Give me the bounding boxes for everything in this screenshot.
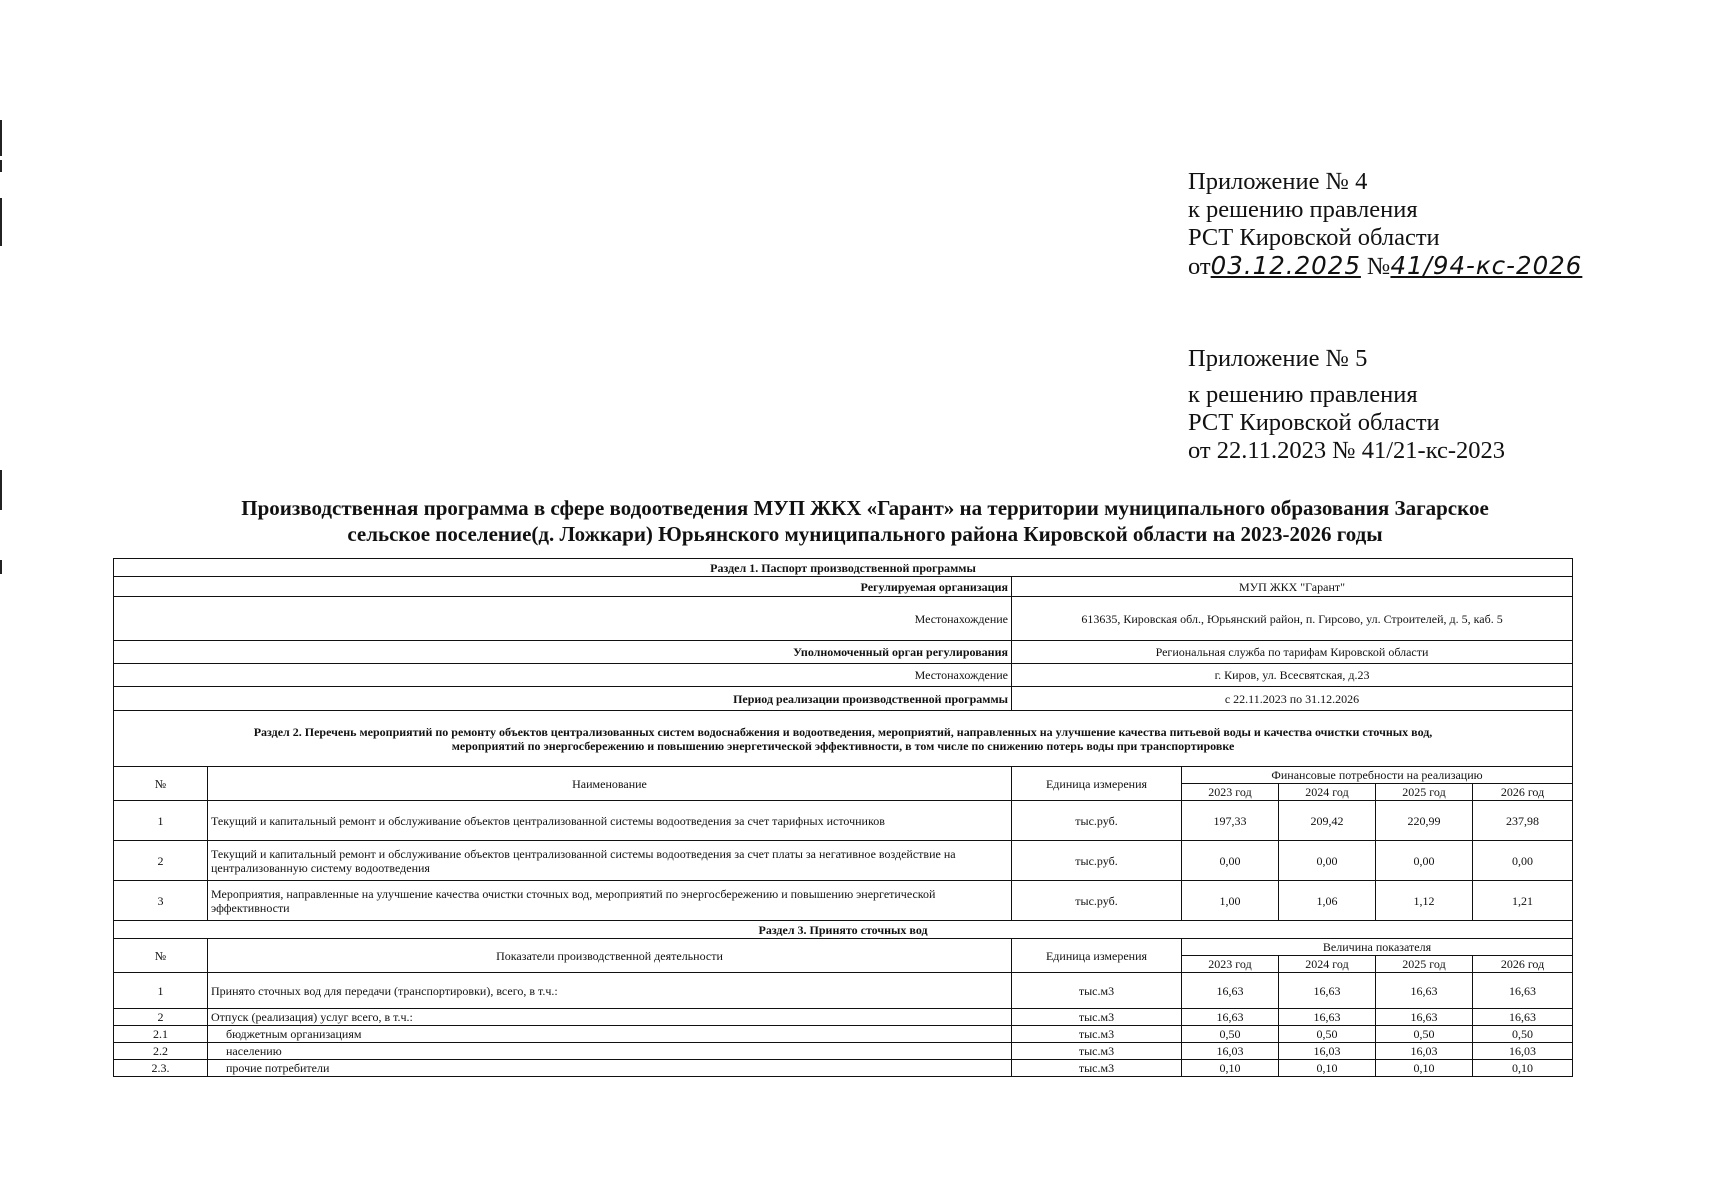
row-value: 16,63 [1376, 1009, 1473, 1026]
row-value: 16,63 [1473, 1009, 1573, 1026]
row-number: 2 [114, 1009, 208, 1026]
row-value: 1,21 [1473, 881, 1573, 921]
passport-value: г. Киров, ул. Всесвятская, д.23 [1012, 664, 1573, 687]
row-name: Отпуск (реализация) услуг всего, в т.ч.: [208, 1009, 1012, 1026]
passport-row [114, 664, 1573, 687]
row-unit: тыс.м3 [1012, 1009, 1182, 1026]
column-header-indicator-value: Величина показателя [1182, 939, 1573, 956]
scan-edge-mark [0, 120, 2, 156]
row-name: населению [208, 1043, 1012, 1060]
year-header: 2023 год [1182, 784, 1279, 801]
row-value: 197,33 [1182, 801, 1279, 841]
appendix-4-date-line [1188, 252, 1582, 281]
row-name: Мероприятия, направленные на улучшение качества очистки сточных вод, мероприятий по энергосбережению и повышению энергетической эффективности [208, 881, 1012, 921]
passport-row [114, 597, 1573, 641]
row-value: 16,63 [1182, 1009, 1279, 1026]
year-header: 2023 год [1182, 956, 1279, 973]
passport-value: МУП ЖКХ "Гарант" [1012, 577, 1573, 597]
row-value: 16,63 [1376, 973, 1473, 1009]
row-value: 209,42 [1279, 801, 1376, 841]
row-number: 1 [114, 801, 208, 841]
section-2-heading-line1: Раздел 2. Перечень мероприятий по ремонту объектов централизованных систем водоснабжения и водоотведения, мероприятий, направленных на улучшение качества питьевой воды и качества очистки сточных вод, [253, 724, 1433, 739]
appendix-5-title: Приложение № 5 [1188, 345, 1368, 372]
year-header: 2024 год [1279, 956, 1376, 973]
program-table [113, 558, 1573, 1077]
section-1-heading: Раздел 1. Паспорт производственной программы [114, 559, 1573, 577]
table-row [114, 1060, 1573, 1077]
row-value: 16,63 [1279, 973, 1376, 1009]
row-name: прочие потребители [208, 1060, 1012, 1077]
section-2-heading-line2: мероприятий по энергосбережению и повышению энергетической эффективности, в том числе по снижению потерь воды при транспортировке [451, 738, 1235, 753]
document-title [110, 495, 1620, 547]
year-header: 2026 год [1473, 784, 1573, 801]
row-value: 0,50 [1376, 1026, 1473, 1043]
row-value: 1,00 [1182, 881, 1279, 921]
row-value: 0,00 [1279, 841, 1376, 881]
table-row [114, 841, 1573, 881]
row-value: 220,99 [1376, 801, 1473, 841]
appendix-4-line3: РСТ Кировской области [1188, 224, 1440, 251]
row-number: 2.3. [114, 1060, 208, 1077]
appendix-4-title: Приложение № 4 [1188, 168, 1368, 195]
passport-row [114, 641, 1573, 664]
row-number: 2.2 [114, 1043, 208, 1060]
passport-label: Местонахождение [114, 597, 1012, 641]
passport-value: Региональная служба по тарифам Кировской области [1012, 641, 1573, 664]
row-value: 1,12 [1376, 881, 1473, 921]
scan-edge-mark [0, 198, 2, 246]
document-title-line1: Производственная программа в сфере водоотведения МУП ЖКХ «Гарант» на территории муниципального образования Загарское [241, 496, 1489, 520]
row-value: 16,63 [1279, 1009, 1376, 1026]
row-value: 16,03 [1182, 1043, 1279, 1060]
table-row [114, 1009, 1573, 1026]
row-value: 0,10 [1473, 1060, 1573, 1077]
row-value: 0,00 [1182, 841, 1279, 881]
scan-edge-mark [0, 560, 2, 574]
row-value: 0,10 [1279, 1060, 1376, 1077]
appendix-4-block [1188, 168, 1582, 281]
passport-value: 613635, Кировская обл., Юрьянский район, п. Гирсово, ул. Строителей, д. 5, каб. 5 [1012, 597, 1573, 641]
year-header: 2025 год [1376, 784, 1473, 801]
row-value: 16,03 [1473, 1043, 1573, 1060]
handwritten-number: 41/94-кс-2026 [1390, 251, 1583, 280]
passport-label: Местонахождение [114, 664, 1012, 687]
row-name: Текущий и капитальный ремонт и обслуживание объектов централизованной системы водоотведения за счет платы за негативное воздействие на централизованную систему водоотведения [208, 841, 1012, 881]
passport-value: с 22.11.2023 по 31.12.2026 [1012, 687, 1573, 711]
row-value: 16,63 [1473, 973, 1573, 1009]
row-unit: тыс.руб. [1012, 801, 1182, 841]
table-row [114, 881, 1573, 921]
row-unit: тыс.м3 [1012, 1060, 1182, 1077]
section-2-heading [114, 711, 1573, 767]
column-header-unit: Единица измерения [1012, 767, 1182, 801]
passport-row [114, 577, 1573, 597]
row-value: 0,50 [1279, 1026, 1376, 1043]
row-value: 0,50 [1182, 1026, 1279, 1043]
table-row [114, 1043, 1573, 1060]
row-value: 0,10 [1376, 1060, 1473, 1077]
row-name: Принято сточных вод для передачи (транспортировки), всего, в т.ч.: [208, 973, 1012, 1009]
row-unit: тыс.м3 [1012, 1026, 1182, 1043]
passport-label: Уполномоченный орган регулирования [114, 641, 1012, 664]
row-unit: тыс.м3 [1012, 1043, 1182, 1060]
row-name: Текущий и капитальный ремонт и обслуживание объектов централизованной системы водоотведения за счет тарифных источников [208, 801, 1012, 841]
passport-label: Период реализации производственной программы [114, 687, 1012, 711]
table-row [114, 973, 1573, 1009]
appendix-4-line2: к решению правления [1188, 196, 1418, 223]
column-header-financial-needs: Финансовые потребности на реализацию [1182, 767, 1573, 784]
appendix-5-line3: РСТ Кировской области [1188, 409, 1440, 436]
passport-label: Регулируемая организация [114, 577, 1012, 597]
year-header: 2026 год [1473, 956, 1573, 973]
column-header-indicators: Показатели производственной деятельности [208, 939, 1012, 973]
appendix-5-line4: от 22.11.2023 № 41/21-кс-2023 [1188, 437, 1506, 464]
column-header-unit: Единица измерения [1012, 939, 1182, 973]
table-row [114, 801, 1573, 841]
row-value: 237,98 [1473, 801, 1573, 841]
row-number: 2.1 [114, 1026, 208, 1043]
table-row [114, 1026, 1573, 1043]
column-header-number: № [114, 939, 208, 973]
document-title-line2: сельское поселение(д. Ложкари) Юрьянского муниципального района Кировской области на 2023-2026 годы [347, 522, 1383, 546]
row-name: бюджетным организациям [208, 1026, 1012, 1043]
year-header: 2024 год [1279, 784, 1376, 801]
row-value: 16,63 [1182, 973, 1279, 1009]
row-number: 1 [114, 973, 208, 1009]
passport-row [114, 687, 1573, 711]
row-value: 1,06 [1279, 881, 1376, 921]
handwritten-date: 03.12.2025 [1210, 251, 1361, 280]
scan-edge-mark [0, 470, 2, 510]
row-unit: тыс.руб. [1012, 881, 1182, 921]
scan-edge-mark [0, 160, 2, 172]
row-unit: тыс.руб. [1012, 841, 1182, 881]
row-number: 3 [114, 881, 208, 921]
row-value: 0,10 [1182, 1060, 1279, 1077]
row-value: 0,50 [1473, 1026, 1573, 1043]
row-value: 0,00 [1473, 841, 1573, 881]
row-value: 16,03 [1279, 1043, 1376, 1060]
row-value: 0,00 [1376, 841, 1473, 881]
column-header-number: № [114, 767, 208, 801]
section-3-heading: Раздел 3. Принято сточных вод [114, 921, 1573, 939]
column-header-name: Наименование [208, 767, 1012, 801]
appendix-4-prefix: от [1188, 253, 1211, 280]
appendix-5-block [1188, 345, 1505, 465]
row-number: 2 [114, 841, 208, 881]
row-unit: тыс.м3 [1012, 973, 1182, 1009]
appendix-5-line2: к решению правления [1188, 381, 1418, 408]
row-value: 16,03 [1376, 1043, 1473, 1060]
number-sign: № [1367, 253, 1391, 280]
year-header: 2025 год [1376, 956, 1473, 973]
